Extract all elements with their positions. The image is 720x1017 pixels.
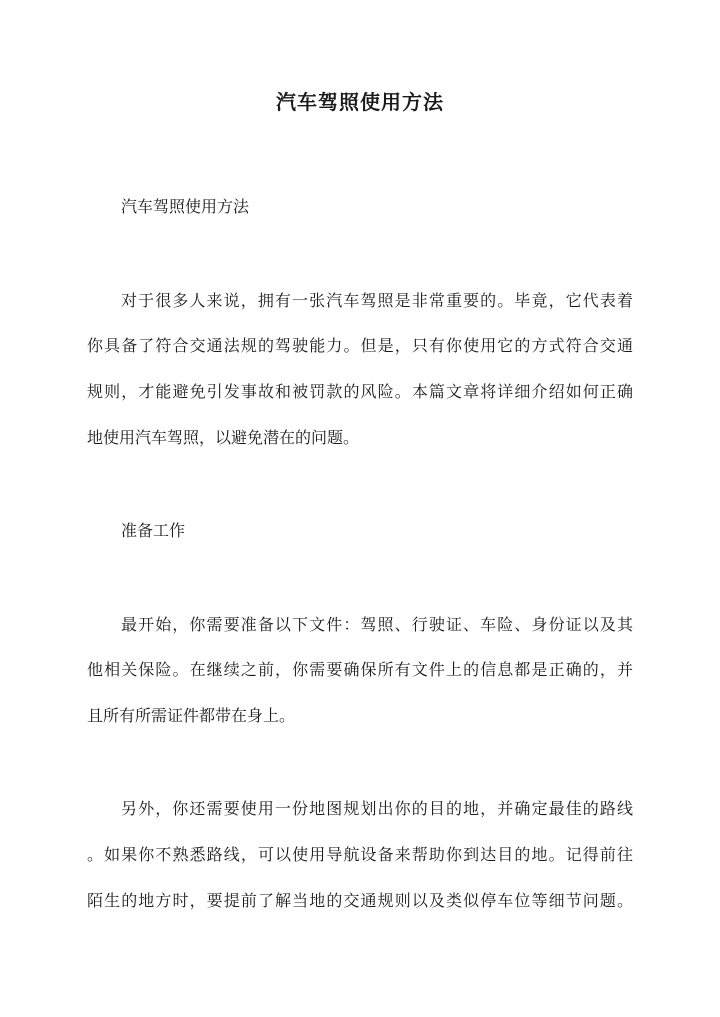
paragraph-line: 且所有所需证件都带在身上。	[87, 706, 296, 725]
paragraph-line: 最开始，你需要准备以下文件：驾照、行驶证、车险、身份证以及其	[121, 615, 633, 634]
section-heading-preparation: 准备工作	[121, 521, 186, 540]
paragraph-line: 另外，你还需要使用一份地图规划出你的目的地，并确定最佳的路线	[121, 799, 633, 818]
paragraph-line: 规则，才能避免引发事故和被罚款的风险。本篇文章将详细介绍如何正确	[87, 382, 633, 401]
document-title: 汽车驾照使用方法	[276, 90, 444, 114]
paragraph-line: 对于很多人来说，拥有一张汽车驾照是非常重要的。毕竟，它代表着	[121, 291, 633, 310]
paragraph-line: 你具备了符合交通法规的驾驶能力。但是，只有你使用它的方式符合交通	[87, 336, 633, 355]
section-heading-repeat: 汽车驾照使用方法	[121, 197, 250, 216]
paragraph-line: 。如果你不熟悉路线，可以使用导航设备来帮助你到达目的地。记得前往	[87, 845, 633, 864]
paragraph-line: 他相关保险。在继续之前，你需要确保所有文件上的信息都是正确的，并	[87, 660, 633, 679]
paragraph-line: 地使用汽车驾照，以避免潜在的问题。	[87, 428, 360, 447]
paragraph-line: 陌生的地方时，要提前了解当地的交通规则以及类似停车位等细节问题。	[87, 891, 633, 910]
